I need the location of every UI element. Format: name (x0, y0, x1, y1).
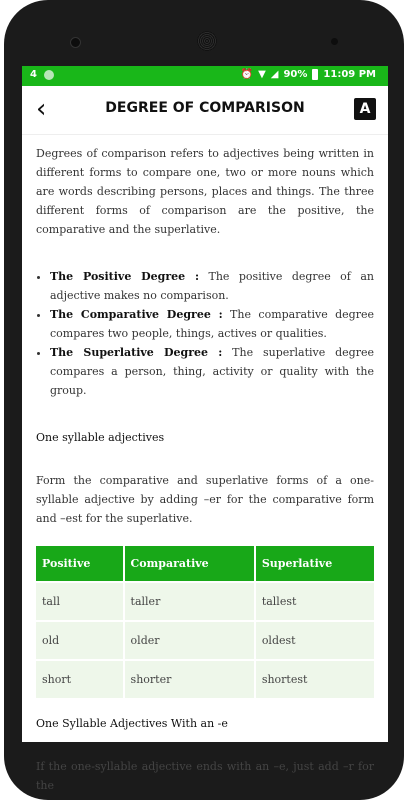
list-item-term: The Comparative Degree : (50, 308, 223, 321)
earpiece-speaker (197, 31, 217, 51)
table-cell: tallest (256, 583, 374, 620)
font-size-button[interactable]: A (354, 98, 376, 120)
status-left-digit: 4 (30, 69, 37, 80)
proximity-sensor (331, 38, 338, 45)
screen (22, 66, 388, 792)
battery-icon (312, 69, 318, 80)
battery-percent: 90% (283, 69, 308, 80)
list-item (50, 343, 374, 400)
app-bar (22, 86, 388, 135)
list-item-text: The comparative degree compares two people, things, actives or qualities. (50, 308, 374, 340)
list-item (50, 267, 374, 305)
table-header-cell: Superlative (256, 546, 374, 581)
list-item-term: The Positive Degree : (50, 270, 200, 283)
section-heading: One syllable adjectives (36, 431, 165, 444)
table-cell: oldest (256, 622, 374, 659)
phone-bezel-bottom (4, 742, 404, 800)
status-time: 11:09 PM (323, 69, 376, 80)
table-header-row (36, 546, 374, 581)
list-item (50, 305, 374, 343)
section-paragraph: Form the comparative and superlative forms of a one-syllable adjective by adding –er for the comparative form and –est for the superlative. (36, 474, 374, 525)
list-item-text: The positive degree of an adjective makes no comparison. (50, 270, 374, 302)
article-content (36, 144, 374, 806)
table-cell: older (125, 622, 254, 659)
front-camera (70, 37, 81, 48)
phone-frame (4, 0, 404, 800)
table-header-cell: Positive (36, 546, 123, 581)
section-paragraph: If the one-syllable adjective ends with an –e, just add –r for the (36, 760, 374, 792)
table-cell: shorter (125, 661, 254, 698)
table-cell: short (36, 661, 123, 698)
table-cell: tall (36, 583, 123, 620)
wifi-icon: ▼ (258, 69, 266, 80)
table-cell: taller (125, 583, 254, 620)
table-row (36, 661, 374, 698)
page-title: DEGREE OF COMPARISON (105, 100, 305, 116)
status-bar (22, 66, 388, 86)
phone-bezel-top (4, 0, 404, 66)
back-arrow-icon[interactable]: ‹ (36, 94, 47, 124)
intro-paragraph: Degrees of comparison refers to adjectives being written in different forms to compare one, two or more nouns which are words describing persons, places and things. The three different forms of comparison are the positive, the comparative and the superlative. (36, 147, 374, 236)
table-cell: shortest (256, 661, 374, 698)
table-header-cell: Comparative (125, 546, 254, 581)
list-item-text: The superlative degree compares a person, thing, activity or quality with the group. (50, 346, 374, 397)
signal-icon: ◢ (270, 69, 279, 80)
table-cell: old (36, 622, 123, 659)
list-item-term: The Superlative Degree : (50, 346, 223, 359)
table-row (36, 622, 374, 659)
comparison-table (34, 544, 376, 700)
notification-icon (44, 70, 54, 80)
alarm-icon: ⏰ (240, 69, 254, 80)
degree-list (36, 267, 374, 400)
table-row (36, 583, 374, 620)
section-heading: One Syllable Adjectives With an -e (36, 717, 228, 730)
